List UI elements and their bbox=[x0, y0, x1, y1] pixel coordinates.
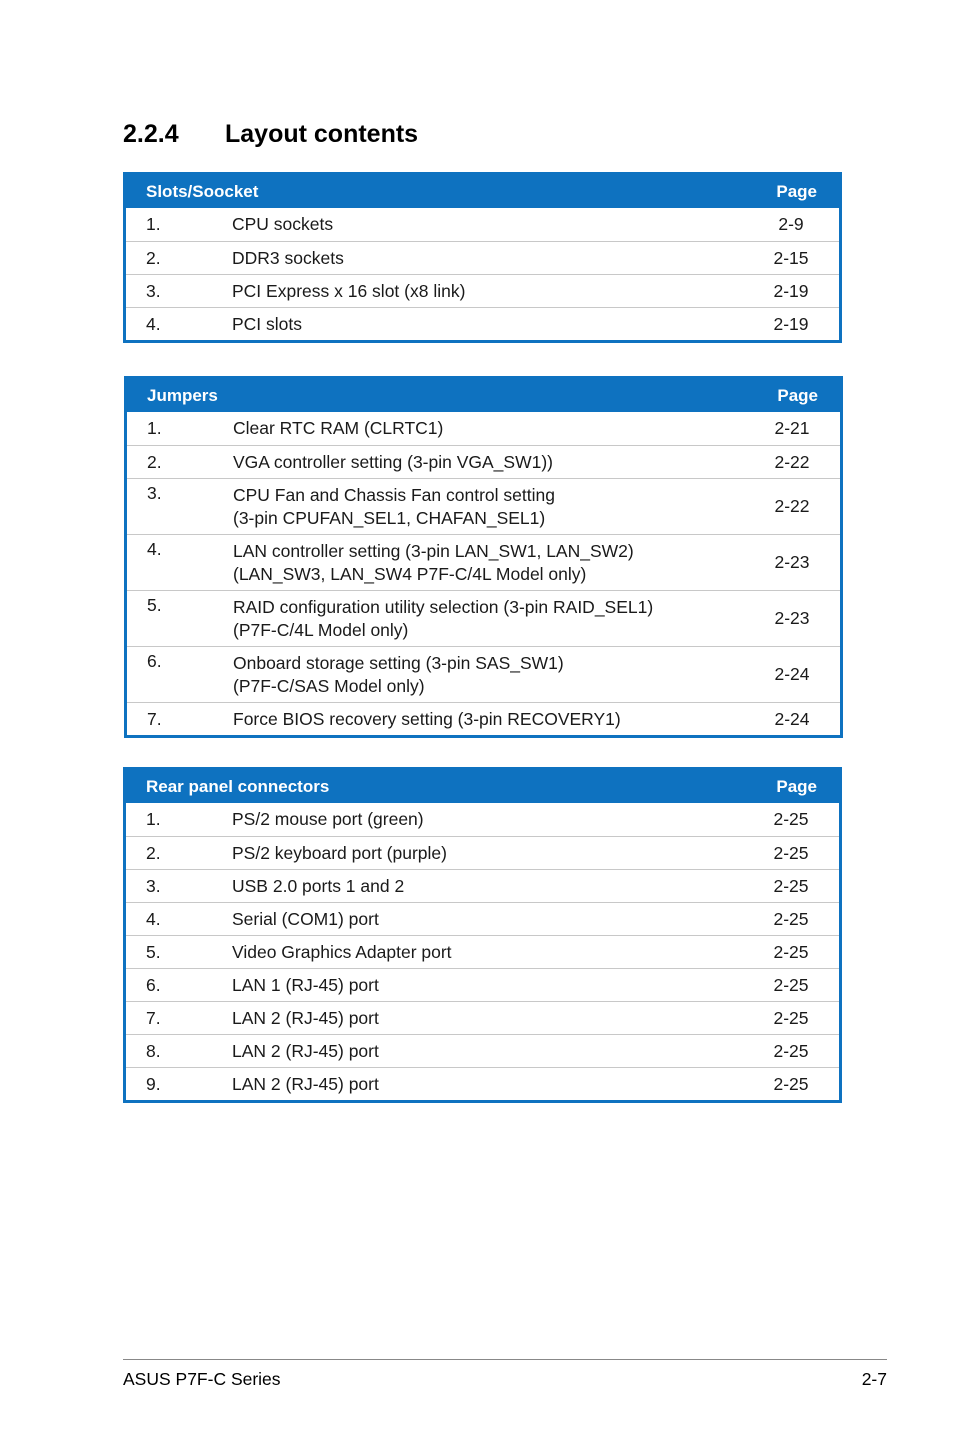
row-index: 2. bbox=[146, 247, 161, 268]
table-row bbox=[127, 412, 840, 445]
row-item bbox=[233, 540, 762, 586]
row-item bbox=[232, 313, 761, 336]
jumpers-table-rows bbox=[127, 412, 840, 735]
table-row bbox=[127, 478, 840, 534]
row-page: 2-19 bbox=[773, 313, 809, 334]
row-index: 4. bbox=[147, 539, 162, 559]
rear-panel-table-page-label: Page bbox=[776, 776, 817, 796]
row-item bbox=[233, 596, 762, 642]
row-index: 1. bbox=[146, 214, 161, 234]
row-page: 2-19 bbox=[773, 280, 809, 301]
table-row bbox=[126, 1034, 839, 1067]
row-item-line: Force BIOS recovery setting (3-pin RECOVERY1) bbox=[233, 708, 621, 729]
row-index: 5. bbox=[147, 595, 162, 615]
section-heading bbox=[123, 120, 418, 149]
row-item-line: (P7F-C/SAS Model only) bbox=[233, 675, 425, 696]
row-item bbox=[232, 842, 761, 865]
row-item-line: PS/2 keyboard port (purple) bbox=[232, 842, 447, 863]
table-row bbox=[126, 208, 839, 241]
row-page: 2-23 bbox=[774, 608, 810, 628]
table-row bbox=[127, 534, 840, 590]
slots-table bbox=[123, 172, 842, 343]
row-item bbox=[232, 875, 761, 898]
row-page: 2-22 bbox=[774, 451, 810, 472]
row-index: 8. bbox=[146, 1040, 161, 1061]
row-item-line: USB 2.0 ports 1 and 2 bbox=[232, 875, 405, 896]
table-row bbox=[126, 1001, 839, 1034]
slots-table-rows bbox=[126, 208, 839, 340]
row-item-line: LAN 2 (RJ-45) port bbox=[232, 1073, 379, 1094]
row-item-line: Onboard storage setting (3-pin SAS_SW1) bbox=[233, 652, 564, 673]
row-item bbox=[233, 451, 762, 474]
row-page: 2-23 bbox=[774, 552, 810, 572]
row-index: 2. bbox=[147, 451, 162, 472]
table-row bbox=[127, 646, 840, 702]
row-item-line: CPU Fan and Chassis Fan control setting bbox=[233, 484, 555, 505]
row-page: 2-25 bbox=[773, 842, 809, 863]
section-number: 2.2.4 bbox=[123, 120, 179, 148]
row-page: 2-24 bbox=[774, 708, 810, 729]
row-item bbox=[232, 280, 761, 303]
row-item bbox=[233, 708, 762, 731]
table-row bbox=[127, 445, 840, 478]
jumpers-table-page-label: Page bbox=[777, 385, 818, 405]
row-item-line: PCI slots bbox=[232, 313, 303, 334]
row-page: 2-25 bbox=[773, 809, 809, 829]
row-index: 3. bbox=[146, 875, 161, 896]
footer-product-name: ASUS P7F-C Series bbox=[123, 1369, 281, 1389]
row-page: 2-25 bbox=[773, 1040, 809, 1061]
table-row bbox=[126, 307, 839, 340]
table-row bbox=[126, 935, 839, 968]
row-item bbox=[232, 213, 761, 236]
slots-table-header bbox=[126, 175, 839, 208]
row-item-line: PCI Express x 16 slot (x8 link) bbox=[232, 280, 466, 301]
row-index: 5. bbox=[146, 941, 161, 962]
table-row bbox=[127, 590, 840, 646]
row-index: 6. bbox=[146, 974, 161, 995]
row-page: 2-9 bbox=[778, 214, 804, 234]
table-row bbox=[126, 1067, 839, 1100]
rear-panel-table-title: Rear panel connectors bbox=[146, 776, 330, 796]
table-row bbox=[126, 836, 839, 869]
jumpers-table bbox=[124, 376, 843, 738]
row-page: 2-25 bbox=[773, 908, 809, 929]
rear-panel-table-rows bbox=[126, 803, 839, 1100]
rear-panel-table-header bbox=[126, 770, 839, 803]
row-item-line: (3-pin CPUFAN_SEL1, CHAFAN_SEL1) bbox=[233, 507, 546, 528]
row-index: 1. bbox=[146, 809, 161, 829]
row-item bbox=[232, 1007, 761, 1030]
row-item-line: (LAN_SW3, LAN_SW4 P7F-C/4L Model only) bbox=[233, 563, 587, 584]
row-index: 2. bbox=[146, 842, 161, 863]
row-index: 7. bbox=[147, 708, 162, 729]
row-item bbox=[232, 941, 761, 964]
slots-table-page-label: Page bbox=[776, 181, 817, 201]
row-item-line: RAID configuration utility selection (3-pin RAID_SEL1) bbox=[233, 596, 654, 617]
table-row bbox=[127, 702, 840, 735]
row-item-line: LAN 2 (RJ-45) port bbox=[232, 1040, 379, 1061]
row-item-line: VGA controller setting (3-pin VGA_SW1)) bbox=[233, 451, 553, 472]
row-item-line: PS/2 mouse port (green) bbox=[232, 809, 424, 829]
row-item bbox=[232, 247, 761, 270]
row-page: 2-15 bbox=[773, 247, 809, 268]
row-item bbox=[233, 417, 762, 440]
table-row bbox=[126, 902, 839, 935]
table-row bbox=[126, 241, 839, 274]
row-item bbox=[232, 974, 761, 997]
section-title: Layout contents bbox=[225, 120, 419, 148]
footer-rule bbox=[123, 1359, 887, 1360]
row-index: 7. bbox=[146, 1007, 161, 1028]
row-index: 3. bbox=[146, 280, 161, 301]
row-index: 1. bbox=[147, 418, 162, 438]
row-item-line: LAN 1 (RJ-45) port bbox=[232, 974, 379, 995]
row-index: 6. bbox=[147, 651, 162, 671]
row-page: 2-21 bbox=[774, 418, 810, 438]
row-item-line: DDR3 sockets bbox=[232, 247, 344, 268]
row-item bbox=[232, 808, 761, 831]
row-index: 4. bbox=[146, 313, 161, 334]
row-page: 2-25 bbox=[773, 1007, 809, 1028]
row-item bbox=[232, 1073, 761, 1096]
row-item-line: Serial (COM1) port bbox=[232, 908, 379, 929]
footer-page-number: 2-7 bbox=[861, 1369, 887, 1389]
row-index: 9. bbox=[146, 1073, 161, 1094]
jumpers-table-title: Jumpers bbox=[147, 385, 218, 405]
row-page: 2-25 bbox=[773, 974, 809, 995]
row-page: 2-22 bbox=[774, 496, 810, 516]
table-row bbox=[126, 968, 839, 1001]
row-item bbox=[233, 484, 762, 530]
table-row bbox=[126, 803, 839, 836]
row-item-line: LAN controller setting (3-pin LAN_SW1, LAN_SW2) bbox=[233, 540, 634, 561]
row-item bbox=[232, 1040, 761, 1063]
table-row bbox=[126, 869, 839, 902]
row-page: 2-25 bbox=[773, 941, 809, 962]
row-page: 2-24 bbox=[774, 664, 810, 684]
row-item-line: LAN 2 (RJ-45) port bbox=[232, 1007, 379, 1028]
row-index: 4. bbox=[146, 908, 161, 929]
row-page: 2-25 bbox=[773, 1073, 809, 1094]
row-item bbox=[232, 908, 761, 931]
row-item-line: (P7F-C/4L Model only) bbox=[233, 619, 409, 640]
row-item-line: Video Graphics Adapter port bbox=[232, 941, 452, 962]
row-item bbox=[233, 652, 762, 698]
row-item-line: Clear RTC RAM (CLRTC1) bbox=[233, 418, 444, 438]
jumpers-table-header bbox=[127, 379, 840, 412]
row-page: 2-25 bbox=[773, 875, 809, 896]
row-item-line: CPU sockets bbox=[232, 214, 334, 234]
rear-panel-table bbox=[123, 767, 842, 1103]
row-index: 3. bbox=[147, 483, 162, 503]
slots-table-title: Slots/Soocket bbox=[146, 181, 259, 201]
table-row bbox=[126, 274, 839, 307]
